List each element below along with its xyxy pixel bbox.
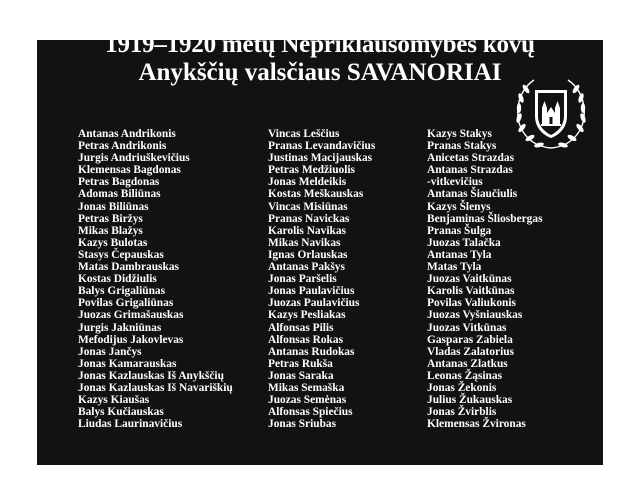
volunteer-name: Kazys Bulotas: [78, 236, 148, 249]
volunteer-name: Jonas Meldeikis: [268, 176, 347, 189]
volunteer-name: Jonas Žvirblis: [427, 406, 497, 419]
volunteer-name: Balys Kučiauskas: [78, 406, 164, 419]
volunteer-name: Julius Žukauskas: [427, 394, 513, 407]
volunteer-name: Anicetas Strazdas: [427, 152, 515, 165]
title-line-2: Anykščių valsčiaus SAVANORIAI: [138, 59, 502, 86]
volunteer-name: Vincas Misiūnas: [268, 200, 348, 213]
volunteer-name: Adomas Biliūnas: [78, 188, 161, 201]
volunteer-name: Pranas Šulga: [427, 224, 492, 237]
volunteer-name: Jonas Biliūnas: [78, 200, 149, 213]
volunteer-name: Matas Tyla: [427, 261, 482, 274]
volunteer-name: Jonas Kazlauskas Iš Navariškių: [78, 381, 233, 394]
volunteer-name: Kazys Stakys: [427, 128, 492, 140]
volunteer-name: Juozas Talačka: [427, 236, 501, 249]
volunteer-name: Klemensas Bagdonas: [78, 164, 181, 177]
volunteer-name: Petras Biržys: [78, 212, 143, 225]
volunteer-name: Benjaminas Šliosbergas: [427, 212, 543, 225]
volunteer-name: Juozas Vyšniauskas: [427, 309, 523, 322]
volunteer-name: Antanas Tyla: [427, 248, 492, 261]
volunteer-name: Mikas Semaška: [268, 381, 345, 394]
volunteer-name: Juozas Vitkūnas: [427, 321, 507, 334]
volunteer-name: Jurgis Jakniūnas: [78, 321, 162, 334]
volunteer-name: Antanas Strazdas: [427, 164, 513, 177]
volunteer-name: Juozas Semėnas: [268, 394, 347, 407]
volunteer-name: Jonas Sriubas: [268, 418, 337, 431]
volunteer-name: Pranas Navickas: [268, 212, 350, 225]
names-column-1: [78, 128, 233, 430]
volunteer-name: Alfonsas Rokas: [268, 333, 344, 346]
volunteer-name: Karolis Vaitkūnas: [427, 285, 515, 298]
names-column-3: [427, 128, 543, 430]
volunteer-name: Jurgis Andriuškevičius: [78, 152, 190, 165]
volunteer-name: Petras Andrikonis: [78, 140, 167, 153]
volunteer-name: Leonas Žąsinas: [427, 369, 503, 382]
volunteer-name: Stasys Čepauskas: [78, 248, 164, 261]
volunteer-name: Jonas Paulavičius: [268, 285, 355, 298]
volunteer-name: Kostas Didžiulis: [78, 273, 157, 286]
volunteer-name: Karolis Navikas: [268, 224, 346, 237]
volunteer-name: Kazys Šlenys: [427, 200, 491, 213]
volunteer-name: Povilas Valiukonis: [427, 297, 516, 310]
volunteer-name: Kazys Kiaušas: [78, 394, 150, 407]
volunteer-name: Alfonsas Pilis: [268, 321, 334, 334]
volunteer-name: Povilas Grigaliūnas: [78, 297, 174, 310]
volunteer-name: Liudas Laurinavičius: [78, 418, 183, 431]
volunteer-name: Vincas Leščius: [268, 128, 340, 140]
volunteer-name: Balys Grigaliūnas: [78, 285, 166, 298]
volunteer-name: Jonas Kazlauskas Iš Anykščių: [78, 369, 224, 382]
volunteer-name: Petras Rukša: [268, 357, 333, 370]
volunteer-name: Juozas Paulavičius: [268, 297, 360, 310]
volunteer-name: Petras Bagdonas: [78, 176, 160, 189]
volunteer-name: Jonas Paršelis: [268, 273, 337, 286]
volunteer-name: Antanas Zlatkus: [427, 357, 508, 370]
volunteer-name: Juozas Vaitkūnas: [427, 273, 512, 286]
volunteer-name: Kazys Pesliakas: [268, 309, 346, 322]
volunteer-name: Pranas Stakys: [427, 140, 497, 153]
volunteer-name: Klemensas Žvironas: [427, 418, 526, 431]
volunteer-name: Pranas Levandavičius: [268, 140, 376, 153]
volunteer-name: Jonas Žekonis: [427, 381, 497, 394]
volunteer-name: Juozas Grimašauskas: [78, 309, 184, 322]
volunteer-name: Matas Dambrauskas: [78, 261, 179, 274]
volunteer-name: Alfonsas Spiečius: [268, 406, 353, 419]
volunteer-name: Petras Medžiuolis: [268, 164, 355, 177]
volunteer-name: Justinas Macijauskas: [268, 152, 373, 165]
volunteer-name: Jonas Jančys: [78, 345, 142, 358]
volunteer-name: Kostas Meškauskas: [268, 188, 364, 201]
volunteer-name: -vitkevičius: [427, 176, 483, 189]
volunteer-name: Antanas Rudokas: [268, 345, 355, 358]
title-line-1: 1919–1920 metų Nepriklausomybės kovų: [105, 31, 535, 58]
names-column-2: [268, 128, 375, 430]
volunteer-name: Jonas Saraka: [268, 369, 334, 382]
volunteer-name: Vladas Zalatorius: [427, 345, 515, 358]
volunteer-name: Mikas Blažys: [78, 224, 143, 237]
volunteer-name: Antanas Šiaučiulis: [427, 188, 518, 201]
volunteer-name: Gasparas Zabiela: [427, 333, 513, 346]
volunteer-name: Ignas Orlauskas: [268, 248, 348, 261]
volunteer-name: Jonas Kamarauskas: [78, 357, 177, 370]
volunteer-name: Antanas Andrikonis: [78, 128, 176, 140]
volunteer-name: Antanas Pakšys: [268, 261, 345, 274]
volunteer-name: Mikas Navikas: [268, 236, 341, 249]
volunteer-name: Mefodijus Jakovlevas: [78, 333, 184, 346]
